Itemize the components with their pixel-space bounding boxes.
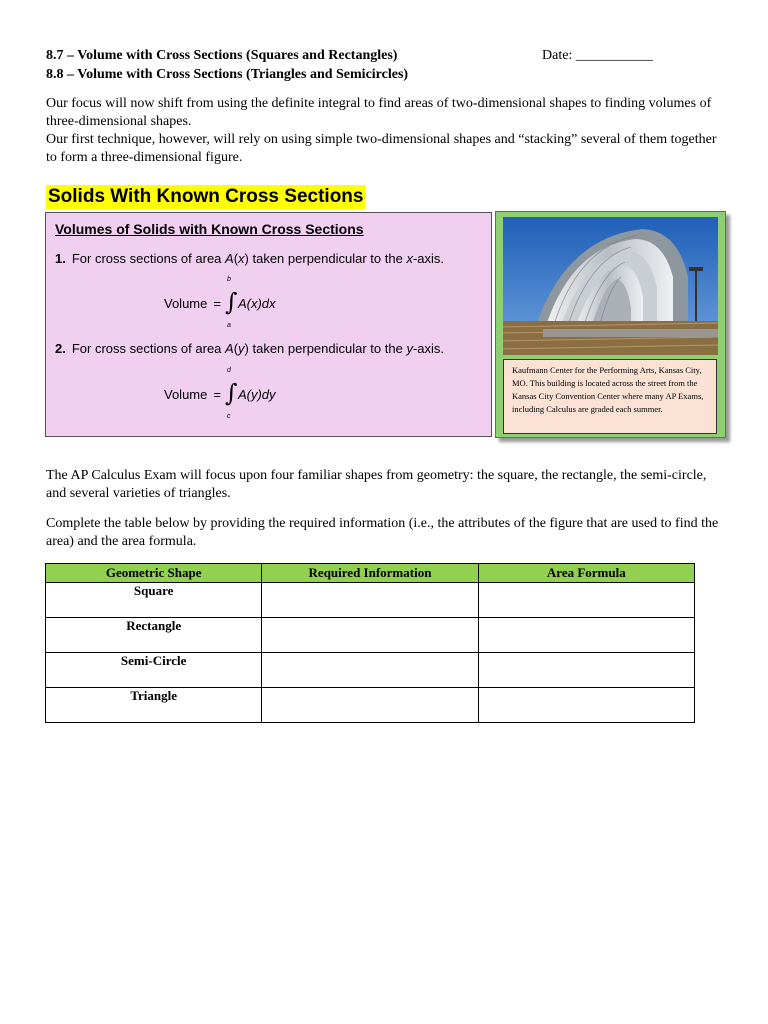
table-header-row: [46, 564, 695, 583]
shape-name: Square: [46, 583, 262, 618]
intro-paragraph-1: Our focus will now shift from using the definite integral to find areas of two-dimensional shapes to finding volumes of three-dimensional shapes.: [46, 96, 712, 129]
integral-sign: b ∫ a: [224, 276, 238, 329]
shape-name: Rectangle: [46, 618, 262, 653]
equals-sign: =: [213, 386, 221, 402]
function-name: A: [225, 341, 234, 356]
intro-paragraph-2: Our first technique, however, will rely on using simple two-dimensional shapes and “stacking” several of them together to form a three-dimensional figure.: [46, 132, 717, 165]
item-text: For cross sections of area: [71, 341, 226, 356]
lower-limit: c: [226, 413, 231, 420]
kauffman-center-photo: [503, 217, 718, 355]
shape-name: Semi-Circle: [46, 653, 262, 688]
upper-limit: d: [226, 367, 231, 374]
equals-sign: =: [213, 295, 221, 311]
shape-name: Triangle: [46, 688, 262, 723]
required-info-cell[interactable]: [262, 583, 478, 618]
axis-name: y: [406, 341, 413, 356]
lesson-title-1: 8.7 – Volume with Cross Sections (Squares and Rectangles): [46, 48, 398, 63]
table-row: [46, 653, 695, 688]
photo-caption: Kaufmann Center for the Performing Arts, Kansas City, MO. This building is located across the street from the Kansas City Convention Center where many AP Exams, including Calculus are graded each summer.: [503, 359, 717, 434]
date-field: Date: ___________: [542, 48, 653, 63]
definition-box-title: Volumes of Solids with Known Cross Sections: [55, 221, 364, 237]
required-info-cell[interactable]: [262, 688, 478, 723]
ap-exam-paragraph: The AP Calculus Exam will focus upon four familiar shapes from geometry: the square, the rectangle, the semi-circle, and several varieties of triangles.: [46, 468, 707, 501]
area-formula-cell[interactable]: [478, 688, 694, 723]
integral-sign: d ∫ c: [224, 367, 238, 420]
photo-frame: [495, 211, 726, 438]
definition-box: [45, 212, 492, 437]
item-text: taken perpendicular to the: [248, 251, 407, 266]
area-formula-cell[interactable]: [478, 618, 694, 653]
item-text: For cross sections of area: [71, 251, 226, 266]
definition-item-2: 2. For cross sections of area A(y) taken perpendicular to the y-axis.: [55, 341, 444, 356]
shapes-table: [45, 563, 695, 723]
volume-formula-x: [164, 276, 276, 329]
required-info-cell[interactable]: [262, 618, 478, 653]
area-formula-cell[interactable]: [478, 653, 694, 688]
integrand: A(x)dx: [237, 295, 276, 311]
item-text: -axis.: [412, 341, 444, 356]
item-text: taken perpendicular to the: [248, 341, 407, 356]
upper-limit: b: [226, 276, 231, 283]
table-instructions: Complete the table below by providing the required information (i.e., the attributes of the figure that are used to find the area) and the area formula.: [46, 516, 719, 549]
required-info-cell[interactable]: [262, 653, 478, 688]
function-name: A: [225, 251, 234, 266]
lesson-title-2: 8.8 – Volume with Cross Sections (Triangles and Semicircles): [46, 67, 409, 82]
item-text: -axis.: [412, 251, 444, 266]
section-title: Solids With Known Cross Sections: [48, 186, 364, 207]
integrand: A(y)dy: [237, 386, 276, 402]
item-number: 1.: [55, 251, 66, 266]
table-row: [46, 583, 695, 618]
column-header-area-formula: Area Formula: [478, 564, 694, 583]
function-variable: x: [238, 251, 245, 266]
column-header-required-info: Required Information: [262, 564, 478, 583]
item-number: 2.: [55, 341, 66, 356]
column-header-shape: Geometric Shape: [46, 564, 262, 583]
lower-limit: a: [226, 322, 231, 329]
axis-name: x: [406, 251, 413, 266]
table-row: [46, 688, 695, 723]
definition-item-1: 1. For cross sections of area A(x) taken perpendicular to the x-axis.: [55, 251, 444, 266]
volume-label: Volume: [164, 295, 208, 311]
function-variable: y: [238, 341, 245, 356]
table-row: [46, 618, 695, 653]
volume-label: Volume: [164, 386, 208, 402]
volume-formula-y: [164, 367, 276, 420]
area-formula-cell[interactable]: [478, 583, 694, 618]
